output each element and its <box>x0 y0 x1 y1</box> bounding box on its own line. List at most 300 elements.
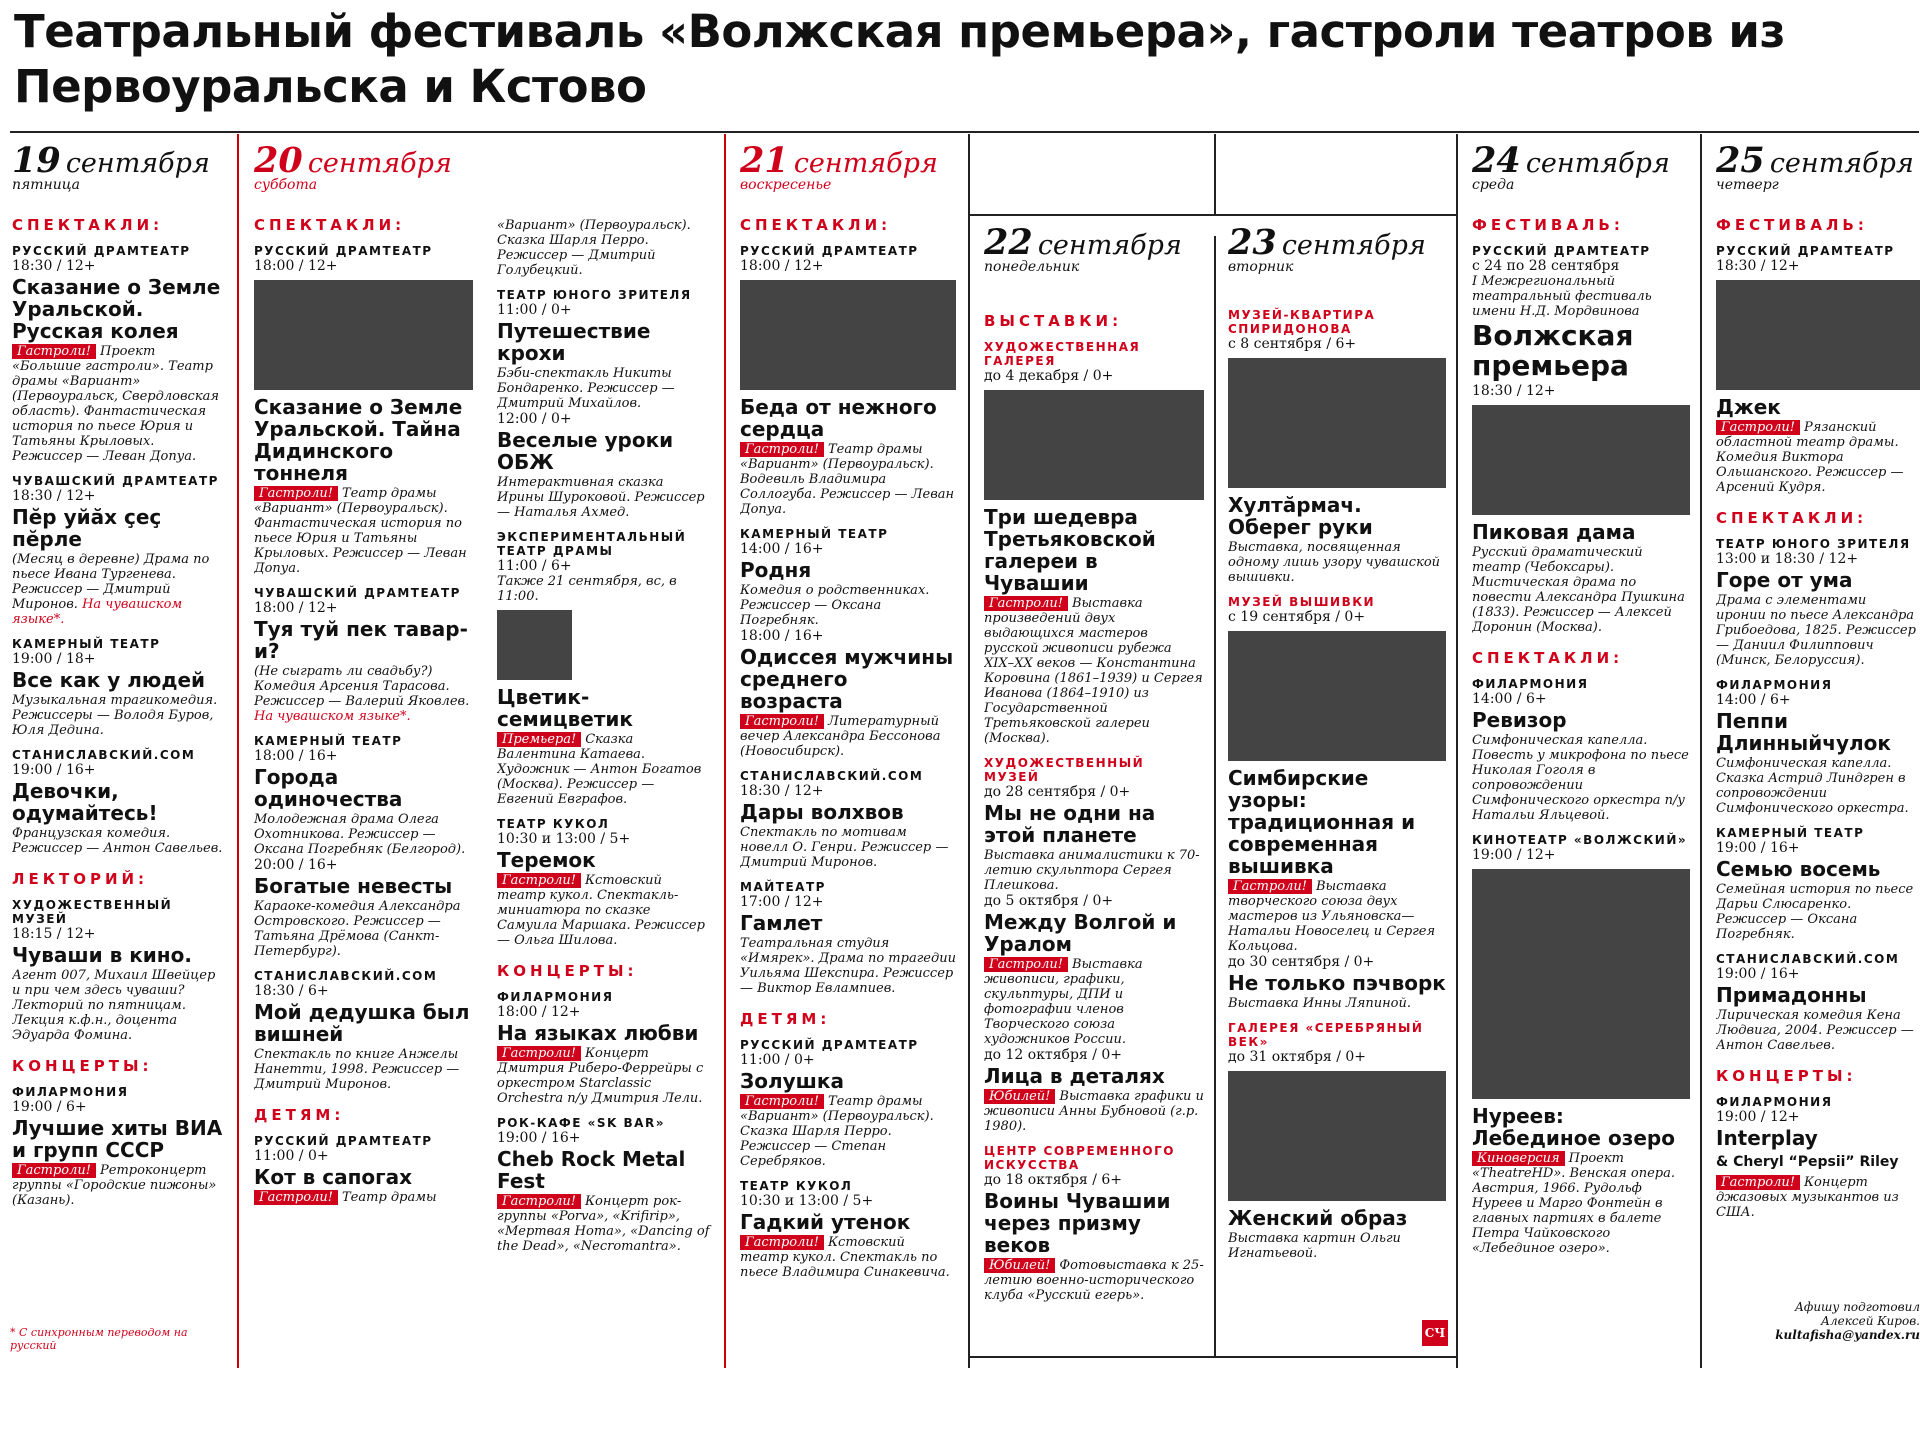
event-description-text: Музыкальная трагикомедия. Режиссеры — Володя Буров, Юля Дедина. <box>12 693 218 738</box>
event-time: 19:00 / 16+ <box>497 1130 581 1146</box>
event-time: 13:00 и 18:30 / 12+ <box>1716 551 1859 567</box>
event-item <box>254 857 473 959</box>
day-date <box>1228 222 1446 263</box>
venue-name: ХУДОЖЕСТВЕННАЯ ГАЛЕРЕЯ <box>984 340 1141 368</box>
event-title: Между Волгой и Уралом <box>984 910 1177 956</box>
venue-name: ЧУВАШСКИЙ ДРАМТЕАТР <box>12 474 219 488</box>
event-item <box>497 530 713 807</box>
event-description <box>1228 879 1446 954</box>
section-heading: ЛЕКТОРИЙ: <box>12 870 149 888</box>
event-item <box>1228 595 1446 954</box>
event-description-text: Драма с элементами иронии по пьесе Александра Грибоедова, 1825. Режиссер — Даниил Филиппович (Минск, Белоруссия). <box>1716 593 1916 668</box>
event-item <box>12 898 224 1043</box>
section-heading: ВЫСТАВКИ: <box>984 312 1123 330</box>
event-title: Горе от ума <box>1716 568 1853 592</box>
event-description-text: Ретроконцерт группы «Городские пижоны» (Казань). <box>12 1163 217 1208</box>
top-rule <box>10 131 1919 133</box>
event-description-text: Сказка Валентина Катаева. Художник — Антон Богатов (Москва). Режиссер — Евгений Евграфов. <box>497 732 702 807</box>
day-month: сентября <box>1525 148 1670 179</box>
credit-email: kultafisha@yandex.ru <box>1775 1328 1920 1342</box>
event-description <box>12 968 224 1043</box>
event-item <box>984 340 1204 746</box>
event-title: Нуреев: Лебединое озеро <box>1472 1104 1675 1150</box>
event-title: Города одиночества <box>254 765 403 811</box>
event-description-text: Французская комедия. Режиссер — Антон Савельев. <box>12 826 223 856</box>
event-description <box>984 596 1204 746</box>
event-description-text: Выставка, посвященная одному лишь узору чувашской вышивки. <box>1228 540 1441 585</box>
event-time: 12:00 / 0+ <box>497 411 572 427</box>
event-description-text: Комедия о родственниках. Режиссер — Оксана Погребняк. <box>740 583 930 628</box>
event-description-text: Проект «TheatreHD». Венская опера. Австрия, 1966. Рудольф Нуреев и Марго Фонтейн в главных партиях в балете Петра Чайковского «Лебединое озеро». <box>1472 1151 1675 1256</box>
day-month: сентября <box>793 148 938 179</box>
event-description-text: Симфоническая капелла. Повесть у микрофона по пьесе Николая Гоголя в сопровождении Симфонического оркестра п/у Натальи Яльцевой. <box>1472 733 1689 823</box>
credit-line1: Афишу подготовил <box>1794 1300 1920 1314</box>
venue-name: ЭКСПЕРИМЕНТАЛЬНЫЙ ТЕАТР ДРАМЫ <box>497 530 687 558</box>
event-description <box>254 664 473 724</box>
day-date <box>1472 140 1690 181</box>
status-badge: Юбилей! <box>984 1258 1055 1273</box>
event-item <box>740 1038 956 1169</box>
event-item <box>497 1116 713 1254</box>
event-time: 19:00 / 6+ <box>12 1099 87 1115</box>
venue-name: МУЗЕЙ ВЫШИВКИ <box>1228 595 1376 609</box>
event-item <box>984 1047 1204 1134</box>
page-title: Театральный фестиваль «Волжская премьера», гастроли театров из Первоуральска и Кстово <box>14 5 1786 113</box>
event-description-text: Кстовский театр кукол. Спектакль по пьесе Владимира Синакевича. <box>740 1235 950 1280</box>
event-title: Три шедевра Третьяковской галереи в Чувашии <box>984 505 1156 595</box>
section-heading: КОНЦЕРТЫ: <box>497 962 638 980</box>
event-title: Симбирские узоры: традиционная и современная вышивка <box>1228 766 1416 878</box>
day-date <box>254 140 473 181</box>
column-c22 <box>984 222 1210 1450</box>
event-description <box>12 693 224 738</box>
event-item <box>254 969 473 1092</box>
event-time: до 5 октября / 0+ <box>984 893 1114 909</box>
event-description <box>1228 996 1446 1011</box>
event-title: Гамлет <box>740 911 823 935</box>
event-time: 18:30 / 6+ <box>254 983 329 999</box>
divider <box>968 134 970 1368</box>
venue-name: ФИЛАРМОНИЯ <box>1472 677 1589 691</box>
divider <box>1700 134 1702 1368</box>
day-header <box>1228 222 1446 298</box>
day-month: сентября <box>1037 230 1182 261</box>
event-title: Сказание о Земле Уральской. Русская колея <box>12 275 221 343</box>
venue-name: РУССКИЙ ДРАМТЕАТР <box>1472 244 1651 258</box>
event-description <box>1228 1231 1446 1261</box>
event-time: 11:00 / 0+ <box>254 1148 329 1164</box>
event-time: до 28 сентября / 0+ <box>984 784 1131 800</box>
event-description <box>740 825 956 870</box>
event-description <box>497 732 713 807</box>
event-time: 18:00 / 12+ <box>254 600 338 616</box>
event-title: Лица в деталях <box>984 1064 1165 1088</box>
day-number: 25 <box>1716 140 1765 181</box>
event-title: Пеппи Длинныйчулок <box>1716 709 1891 755</box>
venue-name: СТАНИСЛАВСКИЙ.COM <box>1716 952 1900 966</box>
day-header <box>1472 140 1690 202</box>
event-description <box>1716 882 1920 942</box>
event-description-text: Фотовыставка к 25-летию военно-исторического клуба «Русский егерь». <box>984 1258 1204 1303</box>
event-time: 14:00 / 16+ <box>740 541 824 557</box>
day-date <box>740 140 956 181</box>
event-item <box>1716 1095 1920 1220</box>
event-time: 11:00 / 0+ <box>497 302 572 318</box>
event-time: 19:00 / 12+ <box>1472 847 1556 863</box>
venue-name: РУССКИЙ ДРАМТЕАТР <box>740 244 919 258</box>
status-badge: Премьера! <box>497 732 581 747</box>
event-description <box>984 848 1204 893</box>
event-description-text: Театральная студия «Имярек». Драма по трагедии Уильяма Шекспира. Режиссер — Виктор Евлампиев. <box>740 936 956 996</box>
event-description <box>1716 1008 1920 1053</box>
venue-name: РУССКИЙ ДРАМТЕАТР <box>740 1038 919 1052</box>
venue-name: ТЕАТР КУКОЛ <box>740 1179 853 1193</box>
section-heading: СПЕКТАКЛИ: <box>12 216 164 234</box>
event-description <box>254 899 473 959</box>
divider-red <box>237 134 239 1368</box>
section-heading: ДЕТЯМ: <box>254 1106 345 1124</box>
event-photo <box>1228 358 1446 488</box>
event-description-text: Театр драмы «Вариант» (Первоуральск). Водевиль Владимира Соллогуба. Режиссер — Леван Допуа. <box>740 442 955 517</box>
status-badge: Киноверсия <box>1472 1151 1565 1166</box>
event-note: Также 21 сентября, вс, в 11:00. <box>497 574 677 604</box>
event-photo <box>740 280 956 390</box>
event-description <box>497 366 713 411</box>
event-description-text: Выставка произведений двух выдающихся мастеров русской живописи рубежа XIX–XX веков — Константина Коровина (1861–1939) и Сергея Иванова (1864–1910) из Государственной Третьяковской галереи (Москва). <box>984 596 1203 746</box>
event-description <box>12 344 224 464</box>
day-weekday: пятница <box>12 177 80 193</box>
event-time: 19:00 / 16+ <box>1716 966 1800 982</box>
credit-line2: Алексей Киров. <box>1820 1314 1920 1328</box>
venue-name: МУЗЕЙ-КВАРТИРА СПИРИДОНОВА <box>1228 308 1376 336</box>
event-title: Пĕр уйăх çеç пĕрле <box>12 505 162 551</box>
venue-name: ГАЛЕРЕЯ «СЕРЕБРЯНЫЙ ВЕК» <box>1228 1021 1424 1049</box>
status-badge: Гастроли! <box>740 1235 824 1250</box>
event-item <box>740 244 956 517</box>
credit <box>1720 1300 1920 1342</box>
event-description-text: Концерт Дмитрия Риберо-Феррейры с оркестром Starclassic Orchestra п/у Дмитрия Лели. <box>497 1046 704 1106</box>
venue-name: КИНОТЕАТР «ВОЛЖСКИЙ» <box>1472 833 1688 847</box>
status-badge: Гастроли! <box>740 442 824 457</box>
event-description-text: Спектакль по мотивам новелл О. Генри. Режиссер — Дмитрий Миронов. <box>740 825 949 870</box>
event-time: 19:00 / 12+ <box>1716 1109 1800 1125</box>
section-heading: ДЕТЯМ: <box>740 1010 831 1028</box>
venue-name: СТАНИСЛАВСКИЙ.COM <box>740 769 924 783</box>
event-item <box>984 1144 1204 1303</box>
event-time: 18:15 / 12+ <box>12 926 96 942</box>
day-month: сентября <box>65 148 210 179</box>
event-description-text: Выставка Инны Ляпиной. <box>1228 996 1411 1011</box>
venue-name: МАЙТЕАТР <box>740 880 826 894</box>
day-date <box>12 140 224 181</box>
event-description-text: Семейная история по пьесе Дарьи Слюсаренко. Режиссер — Оксана Погребняк. <box>1716 882 1914 942</box>
event-time: до 4 декабря / 0+ <box>984 368 1114 384</box>
venue-name: ФИЛАРМОНИЯ <box>1716 1095 1833 1109</box>
language-note: На чувашском языке*. <box>12 597 183 627</box>
venue-name: ФИЛАРМОНИЯ <box>497 990 614 1004</box>
event-description <box>740 1235 956 1280</box>
divider <box>1214 134 1216 214</box>
event-title: Путешествие крохи <box>497 319 651 365</box>
logo-badge: СЧ <box>1422 1320 1448 1346</box>
event-description-text: (Не сыграть ли свадьбу?) Комедия Арсения Тарасова. Режиссер — Валерий Яковлев. <box>254 664 470 709</box>
event-time: 11:00 / 0+ <box>740 1052 815 1068</box>
event-description <box>740 1094 956 1169</box>
event-time: до 31 октября / 0+ <box>1228 1049 1366 1065</box>
column-c19 <box>12 140 230 1368</box>
event-item <box>12 474 224 627</box>
event-description-text: Выставка графики и живописи Анны Бубновой (г.р. 1980). <box>984 1089 1204 1134</box>
event-description <box>740 936 956 996</box>
event-item <box>740 628 956 759</box>
divider-red <box>724 134 726 1368</box>
event-item <box>12 1085 224 1208</box>
day-date <box>1716 140 1920 181</box>
section-heading: ФЕСТИВАЛЬ: <box>1716 216 1868 234</box>
event-item <box>1472 833 1690 1256</box>
section-heading: СПЕКТАКЛИ: <box>1472 649 1624 667</box>
event-description <box>254 1047 473 1092</box>
divider <box>1456 134 1458 1368</box>
event-description <box>1472 733 1690 823</box>
event-description <box>1472 1151 1690 1256</box>
day-header <box>1716 140 1920 202</box>
event-item <box>1228 1021 1446 1261</box>
event-item <box>12 244 224 464</box>
event-item <box>1472 383 1690 635</box>
header-rule <box>970 214 1456 216</box>
event-item <box>254 244 473 576</box>
event-description <box>1716 1175 1920 1220</box>
event-item <box>1716 678 1920 816</box>
day-number: 22 <box>984 222 1033 263</box>
event-title: Ревизор <box>1472 708 1567 732</box>
event-title: Дары волхвов <box>740 800 904 824</box>
event-item <box>740 527 956 628</box>
event-title: Все как у людей <box>12 668 206 692</box>
status-badge: Гастроли! <box>1228 879 1312 894</box>
venue-name: ТЕАТР КУКОЛ <box>497 817 610 831</box>
divider <box>1214 236 1216 1356</box>
day-weekday: понедельник <box>984 259 1080 275</box>
event-item <box>1228 954 1446 1011</box>
event-item <box>1472 677 1690 823</box>
event-description-text: Проект «Большие гастроли». Театр драмы «Вариант» (Первоуральск, Свердловская область). Фантастическая история по пьесе Юрия и Татьяны Крыловых. Режиссер — Леван Допуа. <box>12 344 219 464</box>
section-heading: СПЕКТАКЛИ: <box>740 216 892 234</box>
footnote: * С синхронным переводом на русский <box>10 1326 188 1352</box>
venue-name: ТЕАТР ЮНОГО ЗРИТЕЛЯ <box>1716 537 1911 551</box>
event-description-text: «Вариант» (Первоуральск). Сказка Шарля Перро. Режиссер — Дмитрий Голубецкий. <box>497 218 691 278</box>
event-item <box>254 586 473 724</box>
venue-name: КАМЕРНЫЙ ТЕАТР <box>12 637 161 651</box>
day-date <box>984 222 1204 263</box>
event-description <box>740 714 956 759</box>
event-time: с 8 сентября / 6+ <box>1228 336 1357 352</box>
status-badge: Гастроли! <box>497 873 581 888</box>
event-title: На языках любви <box>497 1021 699 1045</box>
event-description <box>12 826 224 856</box>
event-description-text: (Месяц в деревне) Драма по пьесе Ивана Тургенева. Режиссер — Дмитрий Миронов. <box>12 552 210 612</box>
venue-name: КАМЕРНЫЙ ТЕАТР <box>1716 826 1865 840</box>
event-description <box>1472 545 1690 635</box>
event-description-text: Концерт джазовых музыкантов из США. <box>1716 1175 1899 1220</box>
column-c25 <box>1716 140 1926 1368</box>
event-description-text: Интерактивная сказка Ирины Шуроковой. Режиссер — Наталья Ахмед. <box>497 475 705 520</box>
event-description <box>497 475 713 520</box>
event-item <box>497 411 713 520</box>
event-title: Лучшие хиты ВИА и групп СССР <box>12 1116 223 1162</box>
event-time: 18:00 / 16+ <box>254 748 338 764</box>
status-badge: Гастроли! <box>254 1190 338 1205</box>
venue-name: ХУДОЖЕСТВЕННЫЙ МУЗЕЙ <box>984 756 1145 784</box>
event-title: Не только пэчворк <box>1228 971 1446 995</box>
event-title: Воины Чувашии через призму веков <box>984 1189 1171 1257</box>
day-month: сентября <box>1281 230 1426 261</box>
event-item <box>497 218 713 278</box>
day-number: 19 <box>12 140 61 181</box>
venue-name: РОК-КАФЕ «SK BAR» <box>497 1116 665 1130</box>
event-description <box>497 873 713 948</box>
event-title: Мой дедушка был вишней <box>254 1000 470 1046</box>
event-time: 18:00 / 16+ <box>740 628 824 644</box>
event-time: 18:00 / 12+ <box>254 258 338 274</box>
event-item <box>254 1134 473 1205</box>
event-title: Девочки, одумайтесь! <box>12 779 158 825</box>
event-time: 18:00 / 12+ <box>740 258 824 274</box>
event-description-text: Театр драмы «Вариант» (Первоуральск). Сказка Шарля Перро. Режиссер — Степан Серебряков. <box>740 1094 934 1169</box>
event-description-text: Караоке-комедия Александра Островского. Режиссер — Татьяна Дрёмова (Санкт-Петербург). <box>254 899 461 959</box>
venue-name: РУССКИЙ ДРАМТЕАТР <box>254 1134 433 1148</box>
event-time: 14:00 / 6+ <box>1472 691 1547 707</box>
event-time: 14:00 / 6+ <box>1716 692 1791 708</box>
event-item <box>1716 537 1920 668</box>
event-description <box>497 1194 713 1254</box>
venue-name: ФИЛАРМОНИЯ <box>12 1085 129 1099</box>
venue-name: КАМЕРНЫЙ ТЕАТР <box>740 527 889 541</box>
status-badge: Гастроли! <box>497 1194 581 1209</box>
event-description: I Межрегиональный театральный фестиваль имени Н.Д. Мордвинова <box>1472 274 1652 319</box>
event-time: до 30 сентября / 0+ <box>1228 954 1375 970</box>
event-description-text: Бэби-спектакль Никиты Бондаренко. Режиссер — Дмитрий Михайлов. <box>497 366 675 411</box>
event-item <box>254 734 473 857</box>
status-badge: Гастроли! <box>254 486 338 501</box>
day-weekday: воскресенье <box>740 177 832 193</box>
day-number: 20 <box>254 140 303 181</box>
status-badge: Гастроли! <box>12 1163 96 1178</box>
venue-name: РУССКИЙ ДРАМТЕАТР <box>12 244 191 258</box>
event-photo <box>1472 869 1690 1099</box>
section-heading: ФЕСТИВАЛЬ: <box>1472 216 1624 234</box>
event-title: Женский образ <box>1228 1206 1408 1230</box>
event-photo <box>1228 1071 1446 1201</box>
venue-name: ФИЛАРМОНИЯ <box>1716 678 1833 692</box>
event-description-text: Выставка картин Ольги Игнатьевой. <box>1228 1231 1401 1261</box>
event-time: 18:30 / 12+ <box>1472 383 1556 399</box>
event-title: Богатые невесты <box>254 874 453 898</box>
event-item <box>12 748 224 856</box>
status-badge: Гастроли! <box>12 344 96 359</box>
event-time: 19:00 / 18+ <box>12 651 96 667</box>
event-title: Пиковая дама <box>1472 520 1636 544</box>
event-description-text: Литературный вечер Александра Бессонова (Новосибирск). <box>740 714 941 759</box>
event-title: Одиссея мужчины среднего возраста <box>740 645 954 713</box>
column-c24 <box>1472 140 1696 1368</box>
event-time: 18:30 / 12+ <box>1716 258 1800 274</box>
event-description <box>984 1089 1204 1134</box>
event-description <box>984 1258 1204 1303</box>
event-description <box>12 1163 224 1208</box>
event-time: 10:30 и 13:00 / 5+ <box>740 1193 874 1209</box>
event-subtitle: & Cheryl “Pepsii” Riley <box>1716 1154 1899 1170</box>
venue-name: ХУДОЖЕСТВЕННЫЙ МУЗЕЙ <box>12 898 173 926</box>
event-description-text: Агент 007, Михаил Швейцер и при чем здесь чуваши? Лекторий по пятницам. Лекция к.ф.н., доцента Эдуарда Фомина. <box>12 968 216 1043</box>
event-title: Сказание о Земле Уральской. Тайна Дидинского тоннеля <box>254 395 463 485</box>
event-description <box>740 583 956 628</box>
event-item <box>1716 826 1920 942</box>
column-c23 <box>1228 222 1452 1450</box>
venue-name: РУССКИЙ ДРАМТЕАТР <box>1716 244 1895 258</box>
event-description-text: Выставка анималистики к 70-летию скульптора Сергея Плешкова. <box>984 848 1200 893</box>
event-item <box>740 880 956 996</box>
event-description-text: Симфоническая капелла. Сказка Астрид Линдгрен в сопровождении Симфонического оркестра. <box>1716 756 1909 816</box>
language-note: На чувашском языке*. <box>254 709 411 724</box>
event-description-text: Выставка творческого союза двух мастеров из Ульяновска— Натальи Новоселец и Сергея Кольцова. <box>1228 879 1436 954</box>
event-description <box>497 1046 713 1106</box>
venue-name: СТАНИСЛАВСКИЙ.COM <box>12 748 196 762</box>
venue-name: ЦЕНТР СОВРЕМЕННОГО ИСКУССТВА <box>984 1144 1175 1172</box>
event-title: Примадонны <box>1716 983 1867 1007</box>
day-weekday: четверг <box>1716 177 1779 193</box>
event-title: Родня <box>740 558 812 582</box>
event-time: 10:30 и 13:00 / 5+ <box>497 831 631 847</box>
venue-name: СТАНИСЛАВСКИЙ.COM <box>254 969 438 983</box>
event-title: Золушка <box>740 1069 844 1093</box>
day-number: 23 <box>1228 222 1277 263</box>
event-photo <box>1472 405 1690 515</box>
event-description <box>740 442 956 517</box>
event-title: Cheb Rock Metal Fest <box>497 1147 686 1193</box>
event-time: с 24 по 28 сентября <box>1472 258 1620 274</box>
event-description <box>497 218 713 278</box>
column-c20a <box>254 140 479 1368</box>
event-item <box>1716 952 1920 1053</box>
day-number: 24 <box>1472 140 1521 181</box>
event-time: с 19 сентября / 0+ <box>1228 609 1366 625</box>
day-month: сентября <box>307 148 452 179</box>
event-item <box>740 1179 956 1280</box>
event-description-text: Театр драмы «Вариант» (Первоуральск). Фантастическая история по пьесе Юрия и Татьяны Крыловых. Режиссер — Леван Допуа. <box>254 486 467 576</box>
event-description <box>254 486 473 576</box>
event-time: 19:00 / 16+ <box>12 762 96 778</box>
event-title: Беда от нежного сердца <box>740 395 937 441</box>
event-description-text: Кстовский театр кукол. Спектакль-миниатюра по сказке Самуила Маршака. Режиссер — Ольга Шилова. <box>497 873 705 948</box>
section-heading: СПЕКТАКЛИ: <box>1716 509 1868 527</box>
event-description <box>1228 540 1446 585</box>
venue-name: ТЕАТР ЮНОГО ЗРИТЕЛЯ <box>497 288 692 302</box>
event-item <box>497 990 713 1106</box>
event-time: 11:00 / 6+ <box>497 558 572 574</box>
event-description <box>12 552 224 627</box>
event-title: Джек <box>1716 395 1781 419</box>
event-time: до 18 октября / 6+ <box>984 1172 1122 1188</box>
event-time: 18:30 / 12+ <box>12 488 96 504</box>
event-time: 18:30 / 12+ <box>12 258 96 274</box>
event-photo <box>1228 631 1446 761</box>
event-item <box>984 893 1204 1047</box>
event-description-text: Спектакль по книге Анжелы Нанетти, 1998. Режиссер — Дмитрий Миронов. <box>254 1047 460 1092</box>
column-c21 <box>740 140 962 1368</box>
section-heading: СПЕКТАКЛИ: <box>254 216 406 234</box>
